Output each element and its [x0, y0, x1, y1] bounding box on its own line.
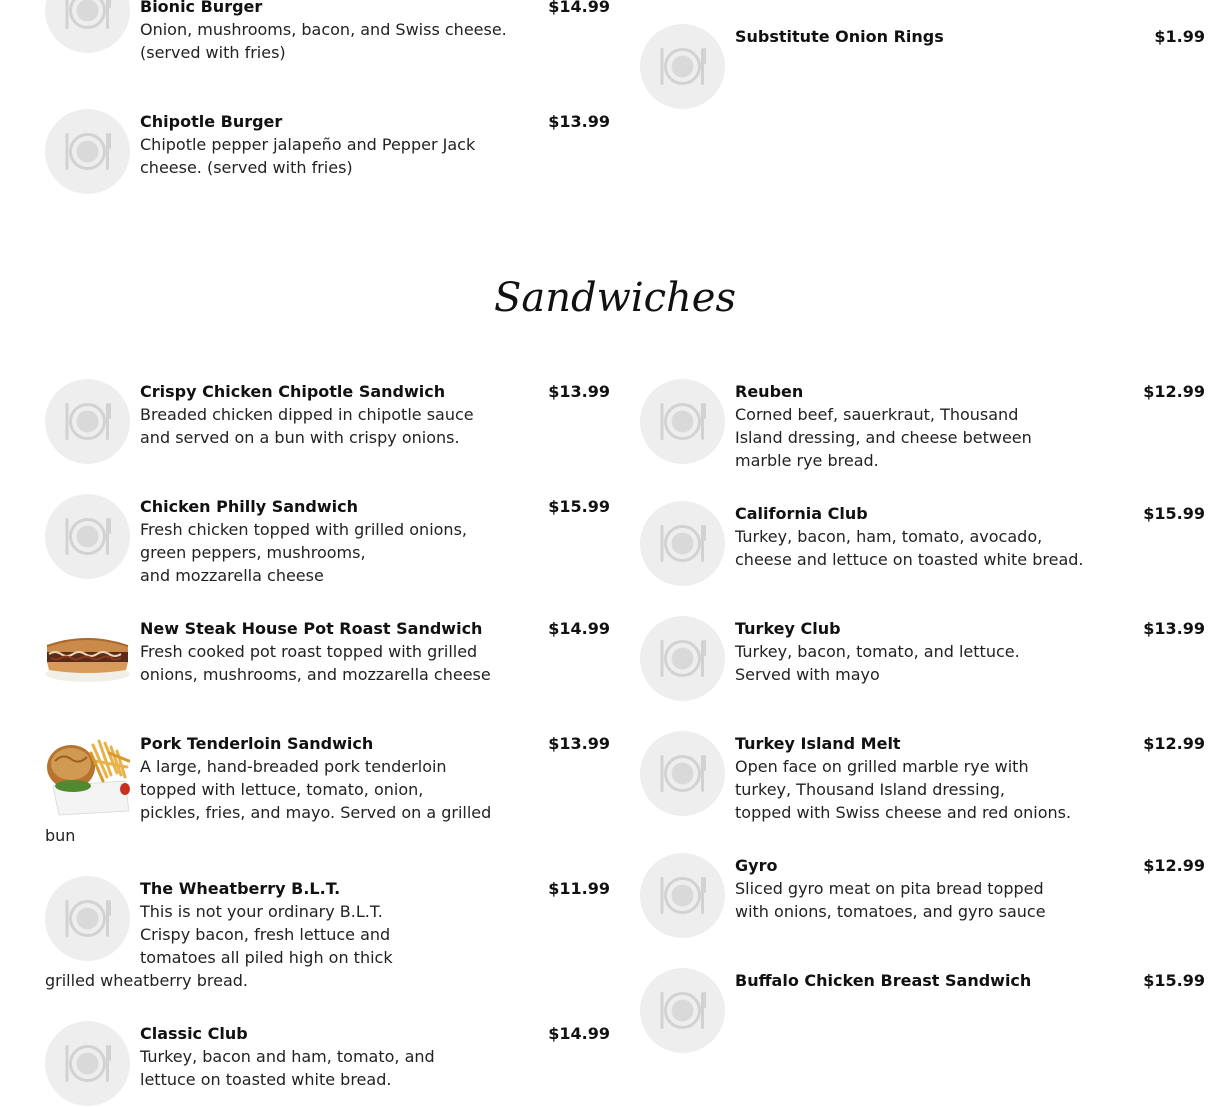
item-price: $12.99	[1143, 382, 1205, 401]
item-description: Corned beef, sauerkraut, Thousand Island dressing, and cheese between marble rye bread.	[735, 405, 1032, 470]
item-name: Turkey Club	[735, 619, 841, 638]
item-price: $14.99	[548, 0, 610, 16]
item-price: $15.99	[1143, 504, 1205, 523]
item-price: $12.99	[1143, 734, 1205, 753]
item-description: A large, hand-breaded pork tenderloin topped with lettuce, tomato, onion, pickles, fries, and mayo. Served on a grilled	[140, 757, 492, 822]
item-price: $14.99	[548, 619, 610, 638]
item-name: Substitute Onion Rings	[735, 27, 944, 46]
section-title-sandwiches: Sandwiches	[493, 275, 736, 321]
item-name: New Steak House Pot Roast Sandwich	[140, 619, 483, 638]
plate-placeholder-icon	[45, 876, 130, 961]
plate-placeholder-icon	[45, 379, 130, 464]
item-price: $15.99	[1143, 971, 1205, 990]
item-name: Buffalo Chicken Breast Sandwich	[735, 971, 1032, 990]
pot-roast-sandwich-photo	[45, 616, 130, 701]
item-price: $12.99	[1143, 856, 1205, 875]
item-name: Turkey Island Melt	[735, 734, 901, 753]
item-name: Gyro	[735, 856, 778, 875]
item-description: Chipotle pepper jalapeño and Pepper Jack cheese. (served with fries)	[140, 135, 476, 177]
item-description-tail: bun	[45, 826, 76, 845]
item-name: California Club	[735, 504, 868, 523]
item-name: Chicken Philly Sandwich	[140, 497, 358, 516]
plate-placeholder-icon	[45, 0, 130, 53]
item-description: This is not your ordinary B.L.T. Crispy bacon, fresh lettuce and tomatoes all piled high on thick	[140, 902, 393, 967]
item-description: Breaded chicken dipped in chipotle sauce and served on a bun with crispy onions.	[140, 405, 474, 447]
item-price: $14.99	[548, 1024, 610, 1043]
item-name: Classic Club	[140, 1024, 248, 1043]
item-name: Chipotle Burger	[140, 112, 283, 131]
item-name: Bionic Burger	[140, 0, 263, 16]
item-price: $13.99	[548, 734, 610, 753]
plate-placeholder-icon	[45, 1021, 130, 1106]
item-price: $13.99	[548, 382, 610, 401]
item-price: $15.99	[548, 497, 610, 516]
plate-placeholder-icon	[640, 616, 725, 701]
item-price: $11.99	[548, 879, 610, 898]
item-name: Crispy Chicken Chipotle Sandwich	[140, 382, 446, 401]
item-name: Reuben	[735, 382, 804, 401]
pork-tenderloin-photo	[45, 731, 130, 816]
plate-placeholder-icon	[45, 109, 130, 194]
item-description-tail: grilled wheatberry bread.	[45, 971, 249, 990]
plate-placeholder-icon	[640, 379, 725, 464]
item-name: The Wheatberry B.L.T.	[140, 879, 341, 898]
plate-placeholder-icon	[640, 24, 725, 109]
plate-placeholder-icon	[45, 494, 130, 579]
item-name: Pork Tenderloin Sandwich	[140, 734, 374, 753]
item-description: Open face on grilled marble rye with turkey, Thousand Island dressing, topped with Swiss cheese and red onions.	[735, 757, 1072, 822]
plate-placeholder-icon	[640, 731, 725, 816]
item-price: $13.99	[548, 112, 610, 131]
plate-placeholder-icon	[640, 501, 725, 586]
item-description: Turkey, bacon and ham, tomato, and lettuce on toasted white bread.	[140, 1047, 435, 1089]
plate-placeholder-icon	[640, 968, 725, 1053]
item-price: $1.99	[1154, 27, 1205, 46]
plate-placeholder-icon	[640, 853, 725, 938]
item-description: Fresh cooked pot roast topped with grilled onions, mushrooms, and mozzarella cheese	[140, 642, 491, 684]
item-description: Turkey, bacon, tomato, and lettuce. Served with mayo	[735, 642, 1020, 684]
item-description: Turkey, bacon, ham, tomato, avocado, cheese and lettuce on toasted white bread.	[735, 527, 1084, 569]
item-price: $13.99	[1143, 619, 1205, 638]
item-description: Onion, mushrooms, bacon, and Swiss cheese. (served with fries)	[140, 20, 507, 62]
item-description: Sliced gyro meat on pita bread topped with onions, tomatoes, and gyro sauce	[735, 879, 1046, 921]
item-description: Fresh chicken topped with grilled onions, green peppers, mushrooms, and mozzarella cheese	[140, 520, 467, 585]
